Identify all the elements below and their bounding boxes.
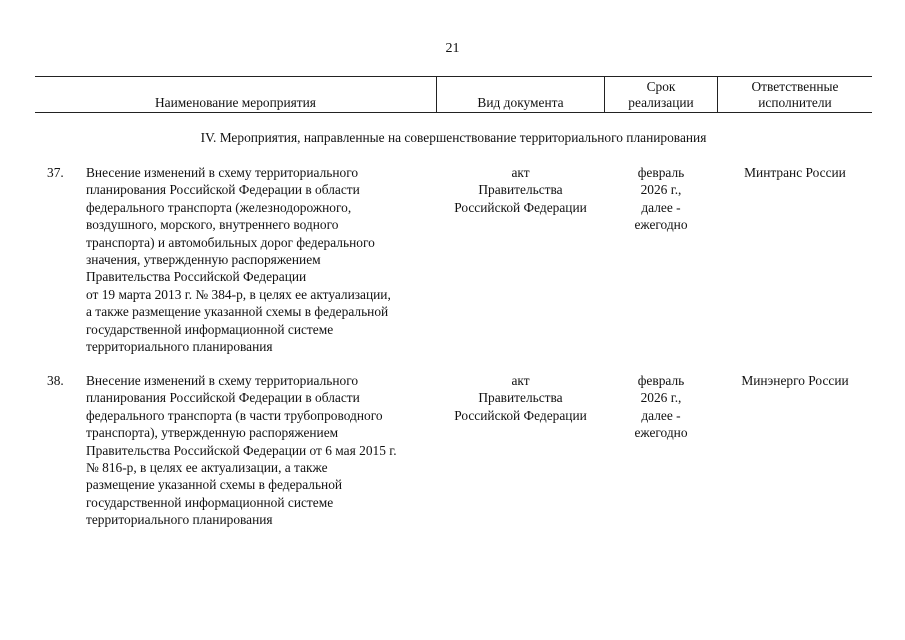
row-name-line: федерального транспорта (в части трубопроводного <box>86 407 383 423</box>
row-term-line: далее - <box>641 407 681 423</box>
row-term-line: далее - <box>641 199 681 215</box>
header-term <box>605 77 717 112</box>
page-number: 21 <box>445 41 460 56</box>
row-doc-type <box>437 372 604 424</box>
header-doc-type-label: Вид документа <box>477 95 564 110</box>
row-doc-line: акт <box>511 165 530 180</box>
row-term <box>605 164 717 234</box>
header-responsible-line: исполнители <box>758 95 832 110</box>
row-responsible: Минэнерго России <box>741 373 849 388</box>
row-name-line: Внесение изменений в схему территориального <box>86 373 359 388</box>
row-number: 38. <box>47 373 64 388</box>
row-term <box>605 372 717 442</box>
header-doc-type <box>437 77 604 112</box>
row-doc-type <box>437 164 604 216</box>
header-name-label: Наименование мероприятия <box>155 95 316 110</box>
row-name-line: Правительства Российской Федерации <box>86 269 307 285</box>
row-name-line: федерального транспорта (железнодорожного, <box>86 199 352 215</box>
row-term-line: февраль <box>637 165 685 180</box>
header-name <box>35 77 436 112</box>
header-responsible <box>718 77 872 112</box>
row-name-line: от 19 марта 2013 г. № 384-р, в целях ее актуализации, <box>86 286 391 302</box>
row-doc-line: Правительства <box>478 182 563 198</box>
row-name-line: транспорта), утвержденную распоряжением <box>86 425 339 441</box>
row-name-line: № 816-р, в целях ее актуализации, а также <box>86 460 328 476</box>
section-title: IV. Мероприятия, направленные на совершенствование территориального планирования <box>200 130 707 145</box>
row-name <box>86 164 436 355</box>
table-header <box>35 76 872 113</box>
row-doc-line: акт <box>511 373 530 388</box>
row-name-line: планирования Российской Федерации в области <box>86 182 360 198</box>
row-term-line: ежегодно <box>634 217 688 233</box>
row-term-line: 2026 г., <box>640 182 682 198</box>
row-responsible: Минтранс России <box>744 165 846 180</box>
row-name <box>86 372 436 529</box>
header-term-line: Срок <box>646 79 676 94</box>
row-name-line: территориального планирования <box>86 512 273 528</box>
row-name-line: территориального планирования <box>86 339 273 355</box>
row-name-line: Правительства Российской Федерации от 6 мая 2015 г. <box>86 442 397 458</box>
row-term-line: февраль <box>637 373 685 388</box>
row-name-line: размещение указанной схемы в федеральной <box>86 477 343 493</box>
row-name-line: Внесение изменений в схему территориального <box>86 165 359 180</box>
row-name-line: планирования Российской Федерации в области <box>86 390 360 406</box>
row-term-line: ежегодно <box>634 425 688 441</box>
row-name-line: воздушного, морского, внутреннего водного <box>86 217 339 233</box>
row-doc-line: Правительства <box>478 390 563 406</box>
header-responsible-line: Ответственные <box>751 79 839 94</box>
row-doc-line: Российской Федерации <box>454 199 587 215</box>
row-name-line: значения, утвержденную распоряжением <box>86 252 321 268</box>
row-name-line: транспорта) и автомобильных дорог федерального <box>86 234 375 250</box>
header-term-line: реализации <box>628 95 694 110</box>
row-name-line: государственной информационной системе <box>86 321 334 337</box>
row-name-line: а также размещение указанной схемы в федеральной <box>86 304 389 320</box>
row-number: 37. <box>47 165 64 180</box>
row-doc-line: Российской Федерации <box>454 407 587 423</box>
row-term-line: 2026 г., <box>640 390 682 406</box>
row-name-line: государственной информационной системе <box>86 494 334 510</box>
